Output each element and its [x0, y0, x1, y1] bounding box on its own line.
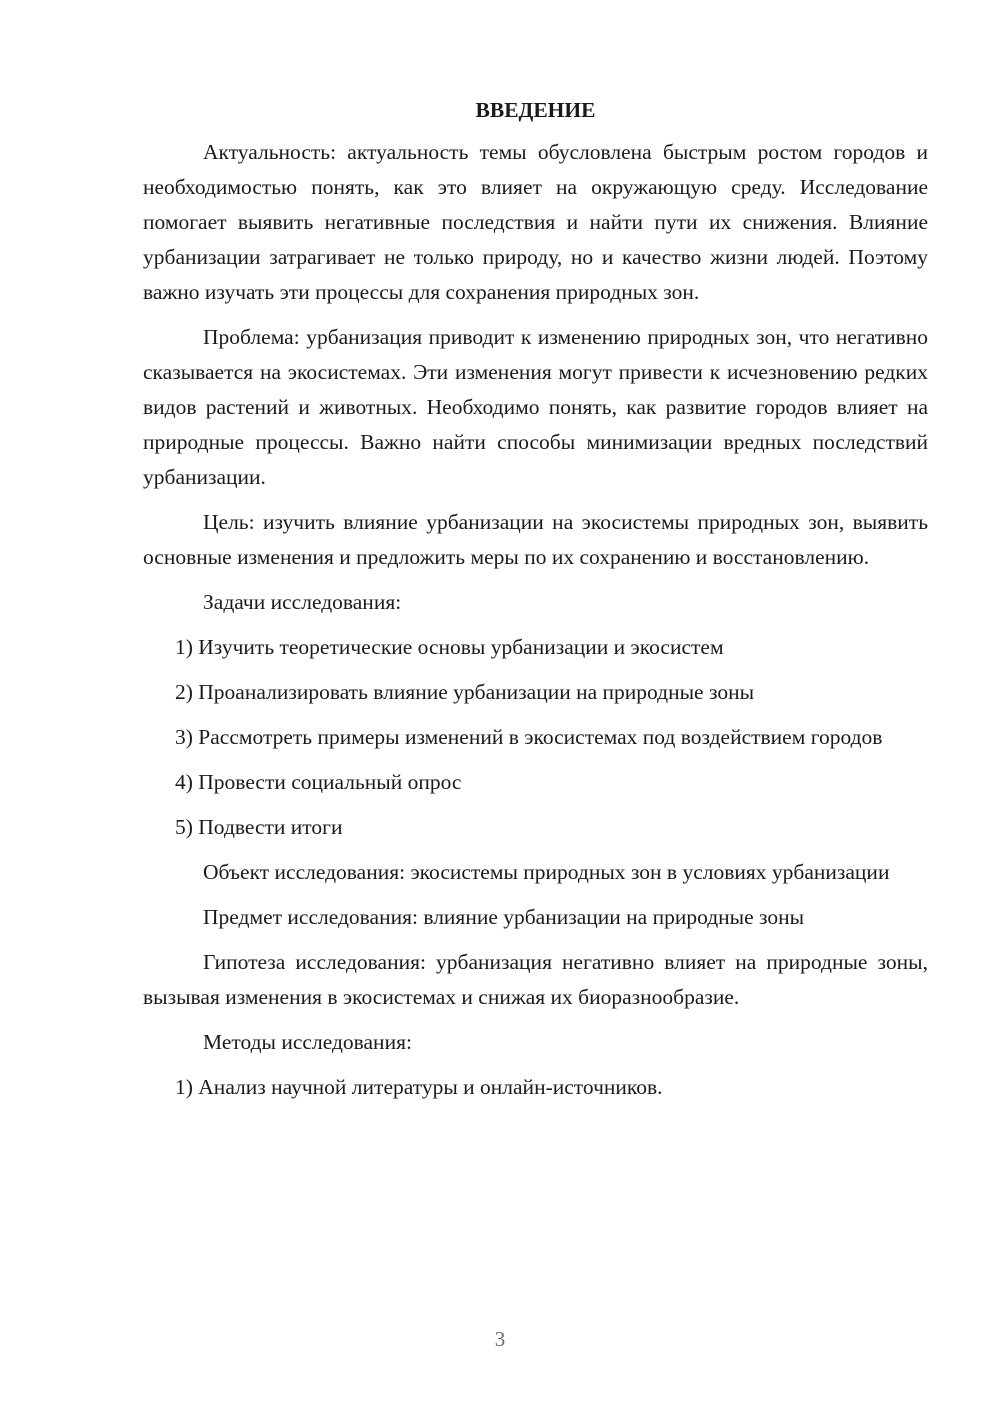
task-item-5: 5) Подвести итоги: [175, 815, 343, 839]
hypothesis-paragraph: Гипотеза исследования: урбанизация негативно влияет на природные зоны, вызывая изменения в экосистемах и снижая их биоразнообразие.: [143, 950, 928, 1009]
goal-paragraph: Цель: изучить влияние урбанизации на экосистемы природных зон, выявить основные изменения и предложить меры по их сохранению и восстановлению.: [143, 510, 928, 569]
object-paragraph: Объект исследования: экосистемы природных зон в условиях урбанизации: [203, 860, 890, 884]
methods-title: Методы исследования:: [203, 1030, 412, 1054]
problem-paragraph: Проблема: урбанизация приводит к изменению природных зон, что негативно сказывается на экосистемах. Эти изменения могут привести к исчезновению редких видов растений и животных. Необходимо понять, как развитие городов влияет на природные процессы. Важно найти способы минимизации вредных последствий урбанизации.: [143, 325, 928, 489]
subject-paragraph: Предмет исследования: влияние урбанизации на природные зоны: [203, 905, 805, 929]
task-item-3: 3) Рассмотреть примеры изменений в экосистемах под воздействием городов: [175, 725, 883, 749]
method-item-1: 1) Анализ научной литературы и онлайн-источников.: [175, 1075, 663, 1099]
task-item-1: 1) Изучить теоретические основы урбанизации и экосистем: [175, 635, 724, 659]
tasks-title: Задачи исследования:: [203, 590, 402, 614]
task-item-4: 4) Провести социальный опрос: [175, 770, 462, 794]
page-number: 3: [494, 1327, 506, 1351]
relevance-paragraph: Актуальность: актуальность темы обусловлена быстрым ростом городов и необходимостью понять, как это влияет на окружающую среду. Исследование помогает выявить негативные последствия и найти пути их снижения. Влияние урбанизации затрагивает не только природу, но и качество жизни людей. Поэтому важно изучать эти процессы для сохранения природных зон.: [143, 140, 928, 304]
document-page: [143, 92, 928, 1115]
section-heading: ВВЕДЕНИЕ: [475, 98, 596, 122]
task-item-2: 2) Проанализировать влияние урбанизации на природные зоны: [175, 680, 755, 704]
